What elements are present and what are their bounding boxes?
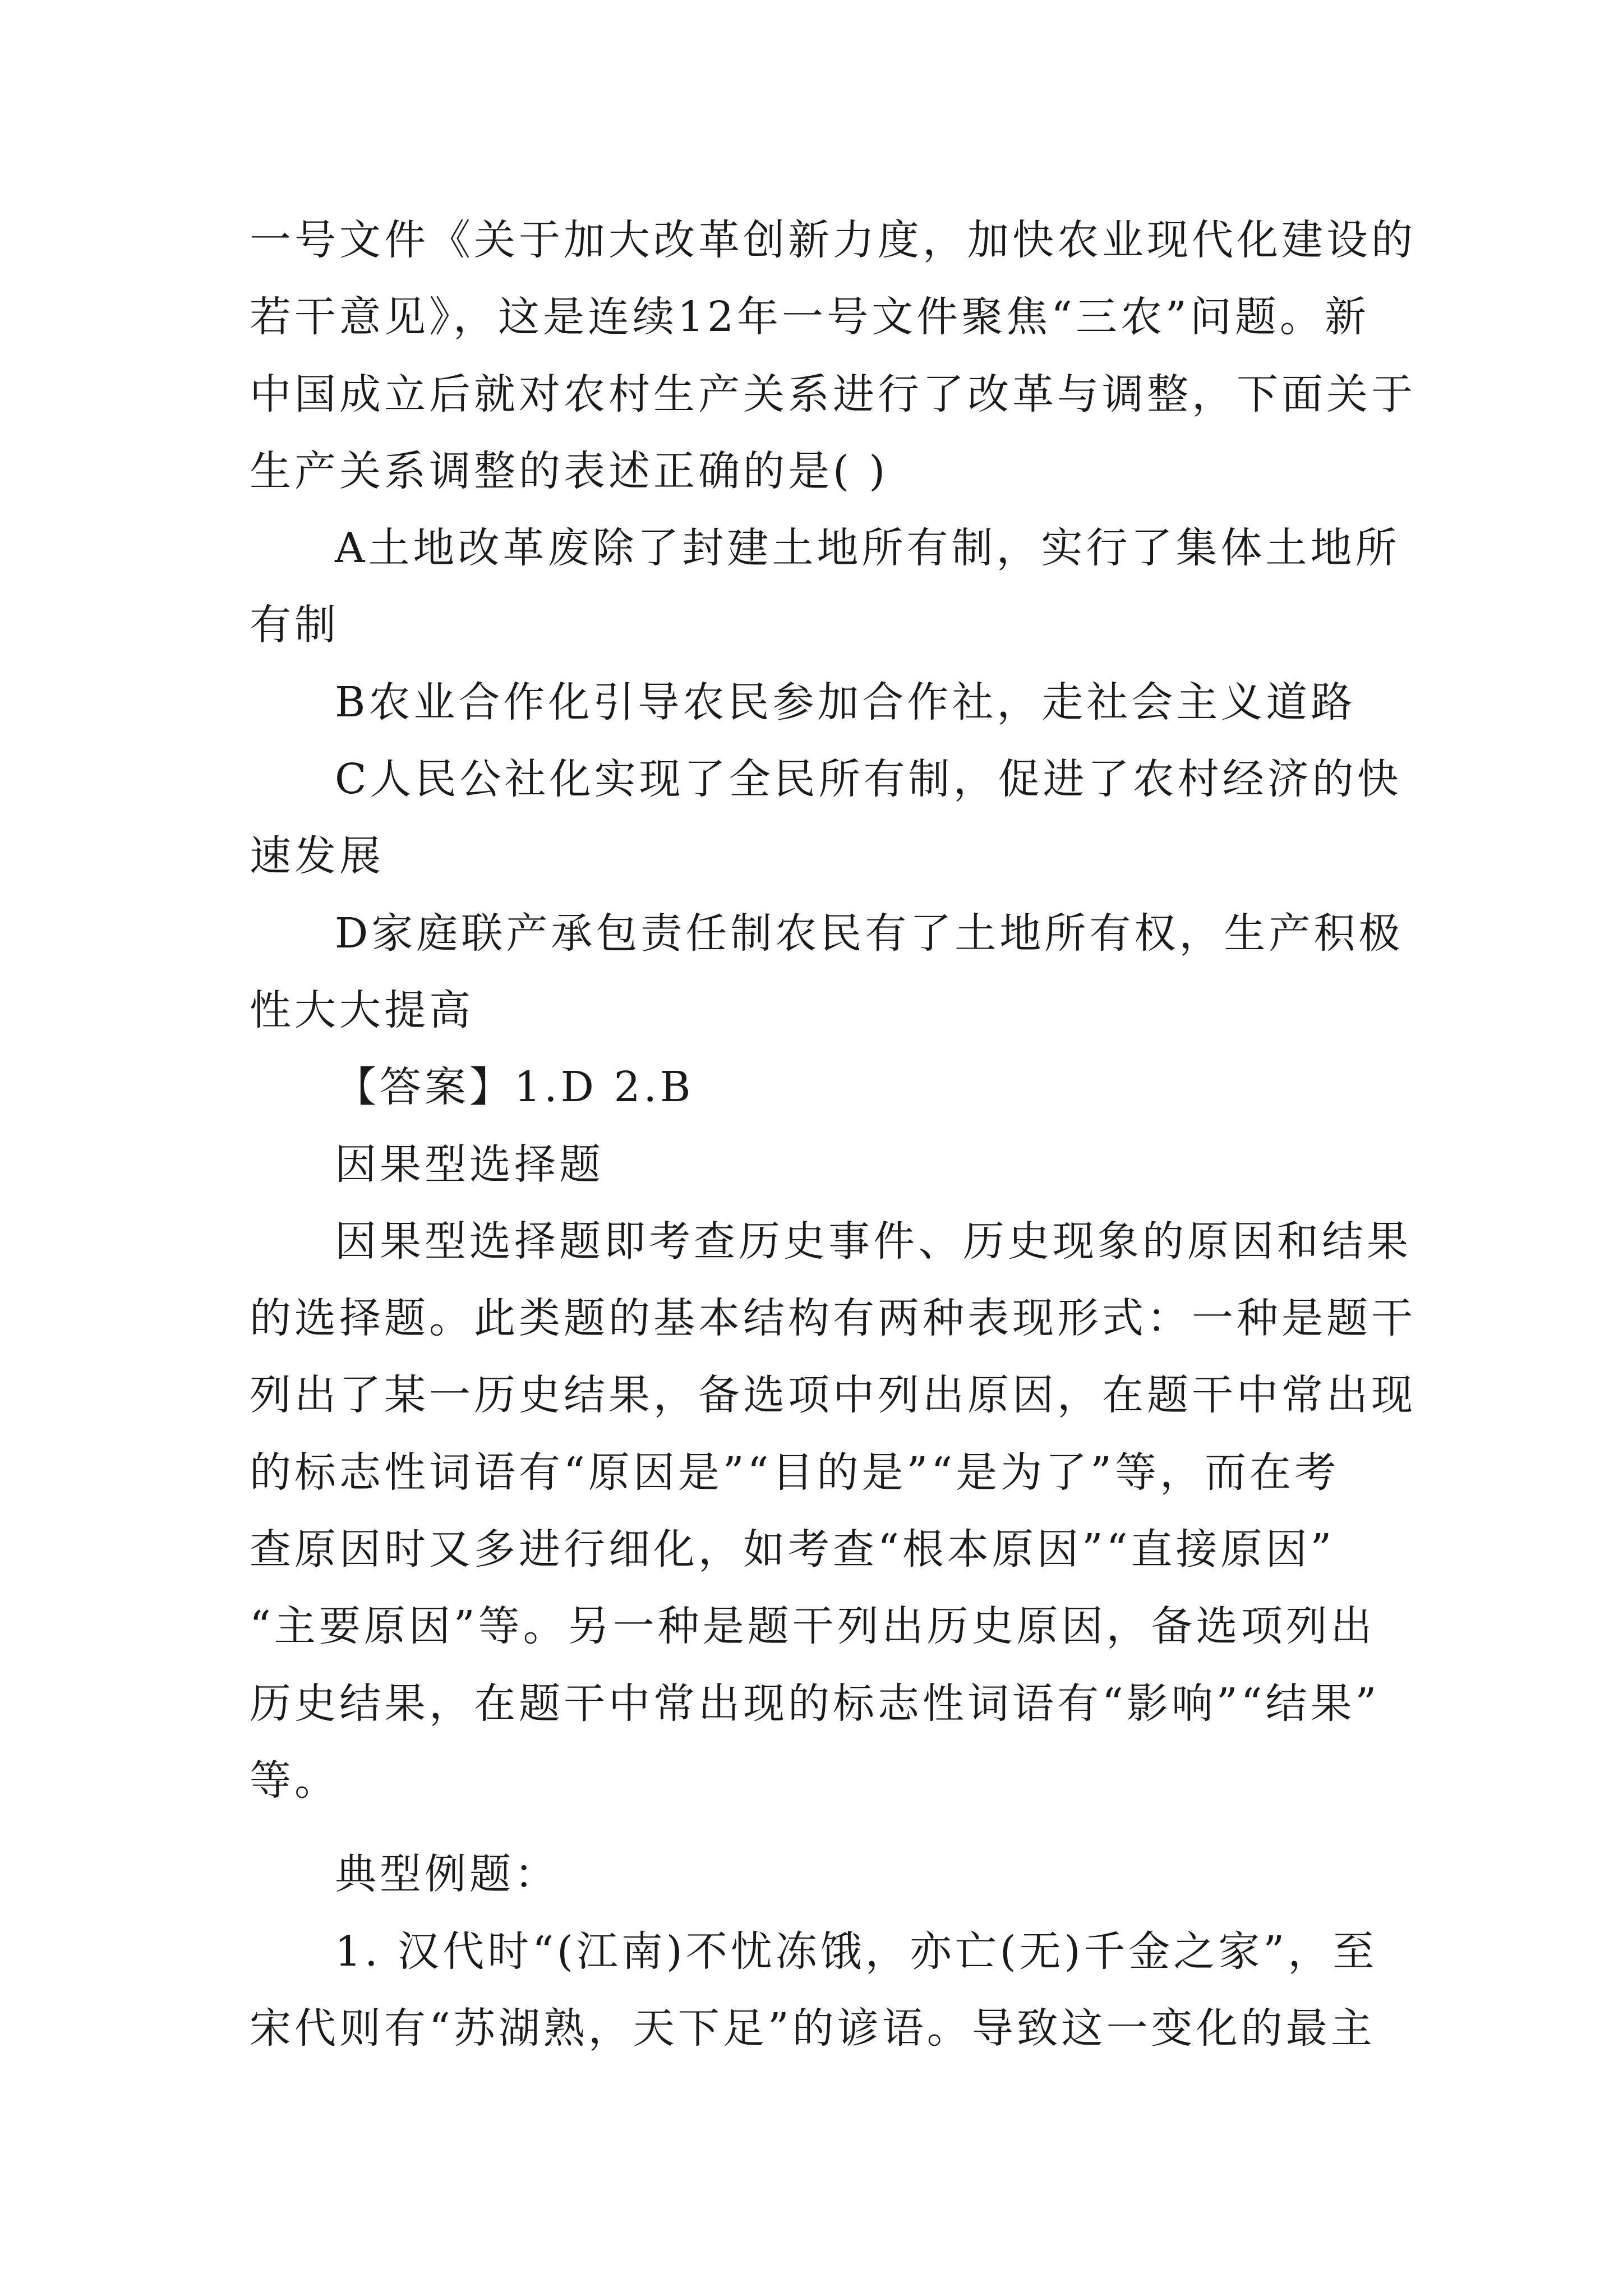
option-b-line: B农业合作化引导农民参加合作社，走社会主义道路	[335, 678, 1356, 726]
text-line: 列出了某一历史结果，备选项中列出原因，在题干中常出现	[250, 1371, 1416, 1420]
text-line: 查原因时又多进行细化，如考查“根本原因”“直接原因”	[250, 1525, 1335, 1574]
option-c-line: C人民公社化实现了全民所有制，促进了农村经济的快	[335, 755, 1402, 804]
text-line: 宋代则有“苏湖熟，天下足”的谚语。导致这一变化的最主	[250, 2004, 1376, 2053]
text-line: 的标志性词语有“原因是”“目的是”“是为了”等，而在考	[250, 1448, 1339, 1497]
document-body	[250, 202, 1416, 2067]
text-line: 有制	[250, 601, 339, 650]
text-line: 一号文件《关于加大改革创新力度，加快农业现代化建设的	[250, 216, 1416, 264]
paragraph-gap	[250, 1819, 1382, 1836]
example-heading: 典型例题：	[335, 1850, 559, 1899]
section-heading: 因果型选择题	[335, 1140, 604, 1189]
text-line: 因果型选择题即考查历史事件、历史现象的原因和结果	[335, 1217, 1412, 1266]
option-d-line: D家庭联产承包责任制农民有了土地所有权，生产积极	[335, 909, 1404, 958]
answer-line: 【答案】1.D 2.B	[335, 1063, 694, 1112]
option-a-line: A土地改革废除了封建土地所有制，实行了集体土地所	[335, 524, 1400, 573]
text-line: 性大大提高	[250, 986, 474, 1034]
text-line: 等。	[250, 1756, 339, 1805]
text-line: 生产关系调整的表述正确的是( )	[250, 447, 889, 495]
text-line: “主要原因”等。另一种是题干列出历史原因，备选项列出	[250, 1602, 1376, 1651]
text-line: 中国成立后就对农村生产关系进行了改革与调整，下面关于	[250, 370, 1416, 418]
text-line: 若干意见》，这是连续12年一号文件聚焦“三农”问题。新	[250, 293, 1370, 342]
text-line: 历史结果，在题干中常出现的标志性词语有“影响”“结果”	[250, 1679, 1380, 1728]
text-line: 1. 汉代时“(江南)不忧冻饿，亦亡(无)千金之家”，至	[335, 1927, 1378, 1976]
text-line: 速发展	[250, 832, 384, 881]
text-line: 的选择题。此类题的基本结构有两种表现形式：一种是题干	[250, 1294, 1416, 1343]
